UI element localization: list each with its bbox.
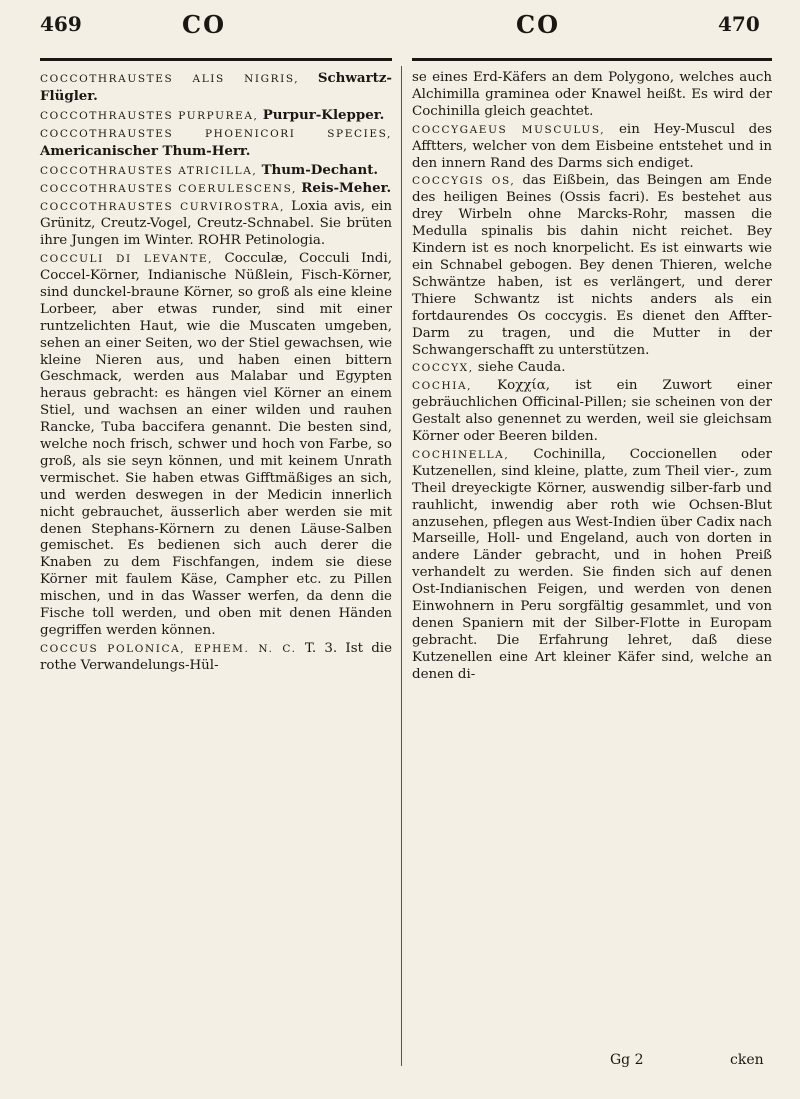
running-head-right: CO (516, 10, 561, 39)
entry (40, 251, 392, 640)
entry-text: se eines Erd-Käfers an dem Polygono, welches auch Alchimilla graminea oder Knawel heißt. Es wird der Cochinilla gleich geachtet. (412, 70, 772, 119)
entry-headword: COCCOTHRAUSTES COERULESCENS, (40, 183, 297, 196)
entry-text: Loxia avis, ein Grünitz, Creutz-Vogel, Creutz-Schnabel. Sie brüten ihre Jungen im Winter. ROHR Petinologia. (40, 199, 392, 249)
entry-headword: COCHIA, (412, 380, 473, 393)
entry-text: das Eißbein, das Beingen am Ende des heiligen Beines (Ossis facri). Es bestehet aus drey Wirbeln ohne Marcks-Rohr, massen die Medulla spinalis bis dahin nicht reichet. Bey Kindern ist es noch knorpelicht. Es ist einwarts wie ein Schnabel gebogen. Bey denen Thieren, welche Schwäntze haben, ist es verlängert, und derer Thiere Schwantz ist nichts anders als ein fortdaurendes Os coccygis. Es dienet den Affter-Darm zu tragen, und die Mutter in der Schwangerschafft zu unterstützen. (412, 173, 772, 358)
entry (412, 70, 772, 121)
entry-text: ein Hey-Muscul des Afftters, welcher von dem Eisbeine entstehet und in den innern Rand des Darms sich endiget. (412, 121, 772, 171)
entry-german-name: Americanischer Thum-Herr. (40, 142, 251, 159)
entry (412, 378, 772, 446)
entry-headword: COCHINELLA, (412, 448, 510, 461)
entry (40, 199, 392, 250)
entry-german-name: Schwartz-Flügler. (40, 70, 392, 104)
entry-text: Κοχχία, ist ein Zuwort einer gebräuchlichen Officinal-Pillen; sie scheinen von der Gestalt also genennet zu werden, weil sie gleichsam Körner oder Beeren bilden. (412, 378, 772, 445)
catchword: cken (730, 1052, 764, 1068)
signature-mark: Gg 2 (610, 1052, 644, 1068)
entry-text: siehe Cauda. (477, 360, 566, 376)
entry-headword: COCCOTHRAUSTES PURPUREA, (40, 109, 259, 122)
entry (40, 180, 392, 198)
entry-german-name: Purpur-Klepper. (262, 106, 385, 123)
entry (40, 107, 392, 125)
column-divider (401, 66, 402, 1066)
running-head-left: CO (182, 10, 227, 39)
entry-headword: COCCOTHRAUSTES ALIS NIGRIS, (40, 73, 300, 85)
page-header (0, 0, 800, 62)
left-column (40, 70, 392, 676)
entry (412, 173, 772, 359)
entry-headword: COCCULI DI LEVANTE, (40, 253, 214, 266)
entry-headword: COCCYX, (412, 362, 474, 375)
header-rule-right (412, 58, 772, 61)
entry (412, 122, 772, 173)
entry-headword: COCCOTHRAUSTES ATRICILLA, (40, 164, 258, 177)
entry-headword: COCCOTHRAUSTES PHOENICORI SPECIES, (40, 127, 392, 140)
page-number-right: 470 (718, 12, 760, 36)
entry-german-name: Reis-Meher. (301, 180, 392, 197)
entry-text: Cochinilla, Coccionellen oder Kutzenellen, sind kleine, platte, zum Theil vier-, zum Theil dreyeckigte Körner, auswendig silber-farb und rauhlicht, inwendig aber roth wie Ochsen-Blut anzusehen, pflegen aus West-Indien über Cadix nach Marseille, Holl- und Engeland, auch von dorten in andere Länder gebracht, und in hohen Preiß verhandelt zu werden. Sie finden sich auf denen Ost-Indianischen Feigen, und werden von denen Einwohnern in Peru sorgfältig gesammlet, und von denen Spaniern mit der Silber-Flotte in Europam gebracht. Die Erfahrung lehret, daß diese Kutzenellen eine Art kleiner Käfer sind, welche an denen di- (412, 446, 772, 682)
entry-headword: COCCYGIS OS, (412, 175, 516, 188)
right-column (412, 70, 772, 685)
header-rule-left (40, 58, 392, 61)
entry (40, 126, 392, 161)
entry-headword: COCCUS POLONICA, EPHEM. N. C. (40, 642, 297, 655)
entry-text: T. 3. Ist die rothe Verwandelungs-Hül- (40, 640, 392, 673)
entry (412, 360, 772, 377)
page-number-left: 469 (40, 12, 82, 36)
entry (40, 641, 392, 675)
entry (412, 447, 772, 684)
entry (40, 162, 392, 180)
entry-german-name: Thum-Dechant. (261, 161, 379, 178)
entry (40, 70, 392, 106)
entry-text: Cocculæ, Cocculi Indi, Coccel-Körner, Indianische Nüßlein, Fisch-Körner, sind dunckel-braune Körner, so groß als eine kleine Lorbeer, aber etwas runder, sind mit einer runtzelichten Haut, wie die Muscaten umgeben, sehen an einer Seiten, wo der Stiel gewachsen, wie kleine Nieren aus, und haben einen bittern Geschmack, werden aus Malabar und Egypten heraus gebracht: es hängen viel Körner an einem Stiel, und wachsen an einer wilden und rauhen Rancke, Tuba baccifera genannt. Die besten sind, welche noch frisch, schwer und hoch von Farbe, so groß, als sie seyn können, und mit keinem Unrath vermischet. Sie haben etwas Gifftmäßiges an sich, und werden deswegen in der Medicin innerlich nicht gebrauchet, äusserlich aber werden sie mit denen Stephans-Körnern zu denen Läuse-Salben gemischet. Es bedienen sich auch derer die Knaben zu dem Fischfangen, indem sie diese Körner mit faulem Käse, Campher etc. zu Pillen mischen, und in das Wasser werfen, da denn die Fische toll werden, und oben mit denen Händen gegriffen werden können. (40, 251, 393, 638)
entry-headword: COCCOTHRAUSTES CURVIROSTRA, (40, 201, 285, 214)
entry-headword: COCCYGAEUS MUSCULUS, (412, 123, 606, 136)
